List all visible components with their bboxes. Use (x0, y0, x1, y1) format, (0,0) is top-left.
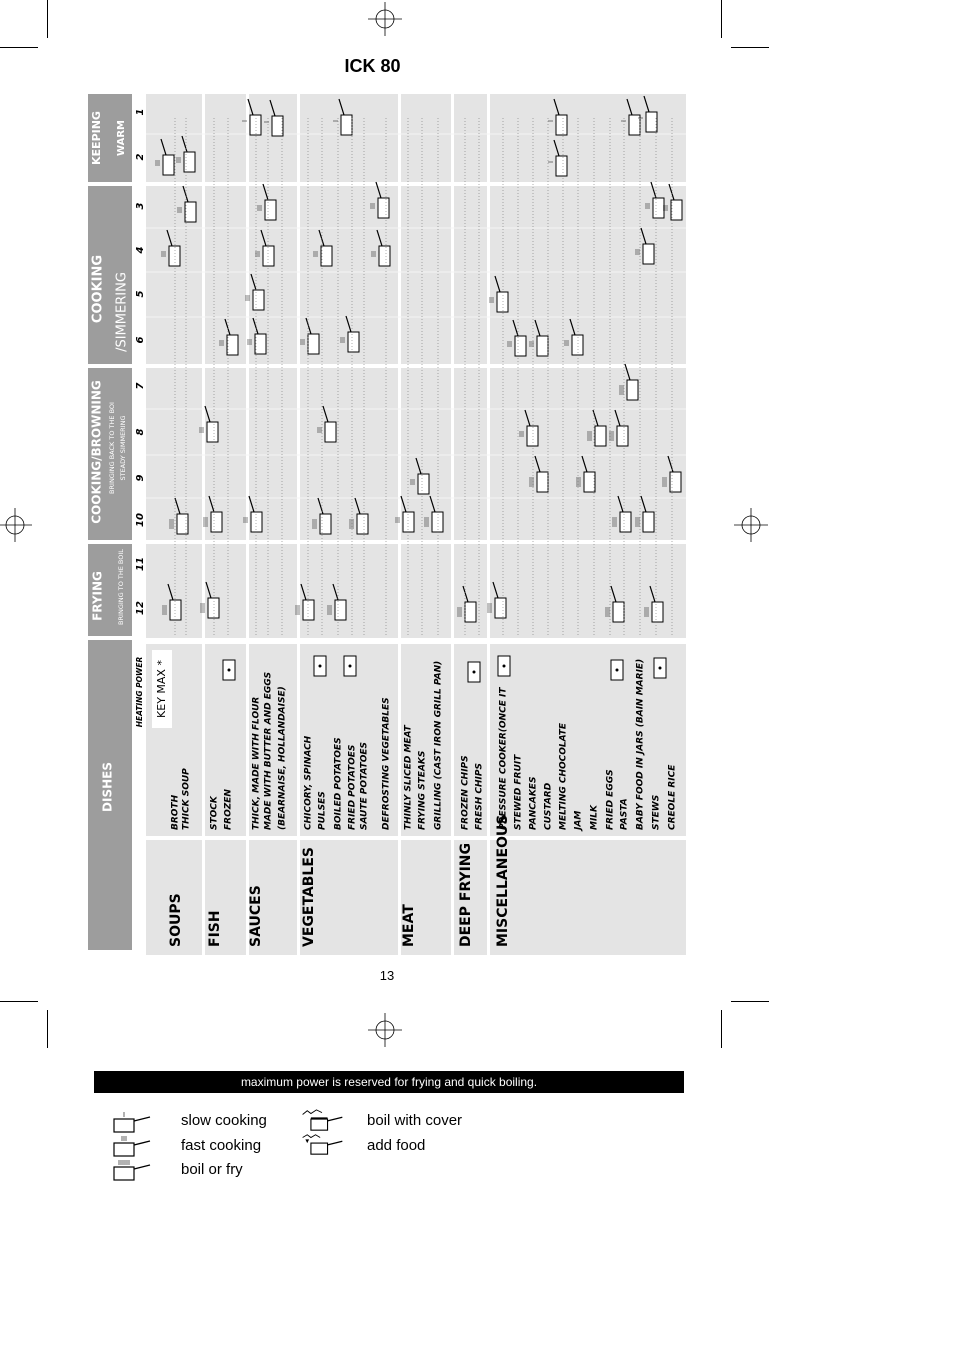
key-max-dot-icon (616, 669, 619, 672)
dish-label: FRESH CHIPS (474, 763, 485, 830)
dish-label: CUSTARD (543, 782, 554, 830)
crop-mark (731, 1001, 769, 1002)
dish-label: THICK, MADE WITH FLOUR (251, 696, 262, 830)
crop-mark (0, 1001, 38, 1002)
add-food-pan-icon (298, 1132, 346, 1156)
registration-mark-icon (368, 1013, 402, 1047)
group-separator (146, 182, 686, 186)
dish-label: PANCAKES (528, 776, 539, 830)
category-label: SOUPS (168, 893, 184, 947)
fast-cooking-pan-icon (108, 1134, 156, 1158)
group-separator (146, 364, 686, 368)
dishes-header: DISHES (100, 762, 115, 812)
dish-label: FRIED EGGS (605, 769, 616, 830)
legend-label-fast-cooking: fast cooking (181, 1137, 262, 1154)
dish-label: STOCK (209, 796, 220, 830)
column-separator (398, 94, 401, 955)
dish-label: (BEARNAISE, HOLLANDAISE) (277, 686, 288, 830)
dish-label: JAM (573, 810, 584, 830)
category-label: MISCELLANEOUS (495, 814, 511, 947)
group-label: /SIMMERING (114, 272, 130, 352)
legend-label-slow-cooking: slow cooking (181, 1112, 267, 1129)
grid-bottom-separator (146, 638, 686, 644)
dish-label: FROZEN (223, 789, 234, 830)
group-label: COOKING (90, 254, 106, 324)
level-number: 4 (135, 246, 146, 254)
level-number: 11 (135, 557, 146, 571)
key-max-dot-icon (503, 665, 506, 668)
level-number: 10 (135, 513, 146, 527)
dish-label: FROZEN CHIPS (460, 755, 471, 830)
dish-label: PULSES (317, 791, 328, 830)
level-number: 9 (135, 474, 146, 482)
column-separator (202, 94, 205, 955)
group-label: WARM (116, 120, 127, 156)
dish-label: THICK SOUP (181, 768, 192, 830)
level-number: 7 (135, 382, 146, 390)
dish-label: BABY FOOD IN JARS (BAIN MARIE) (635, 658, 646, 830)
dish-label: STEWS (651, 794, 662, 830)
boil-or-fry-pan-icon (108, 1158, 156, 1182)
dish-label: GRILLING (CAST IRON GRILL PAN) (433, 660, 444, 830)
dish-label: FRIED POTATOES (347, 744, 358, 830)
dish-label: MILK (589, 804, 600, 830)
model-title: ICK 80 (344, 56, 401, 76)
dish-label: MELTING CHOCOLATE (558, 722, 569, 830)
heating-power-label: HEATING POWER (135, 656, 144, 728)
crop-mark (47, 1010, 48, 1048)
group-sublabel: BRINGING TO THE BOIL (117, 549, 125, 625)
key-max-dot-icon (659, 667, 662, 670)
level-number: 12 (135, 601, 146, 615)
crop-mark (721, 1010, 722, 1048)
legend-label-add-food: add food (367, 1137, 426, 1154)
group-label: COOKING/BROWNING (89, 380, 104, 524)
dish-label: DEFROSTING VEGETABLES (381, 697, 392, 830)
dish-label: CREOLE RICE (667, 764, 678, 830)
legend-label-boil-with-cover: boil with cover (367, 1112, 463, 1129)
dish-label: STEWED FRUIT (513, 754, 524, 830)
dish-label: MADE WITH BUTTER AND EGGS (263, 671, 274, 830)
group-label: FRYING (90, 571, 105, 621)
column-separator (451, 94, 454, 955)
slow-cooking-pan-icon (108, 1110, 156, 1134)
legend-label-boil-or-fry: boil or fry (181, 1161, 243, 1178)
category-label: DEEP FRYING (458, 842, 474, 947)
level-number: 3 (135, 202, 146, 210)
key-max-dot-icon (228, 669, 231, 672)
maximum-power-note: maximum power is reserved for frying and quick boiling. (94, 1071, 684, 1093)
category-label: SAUCES (248, 885, 264, 947)
dish-label: PASTA (619, 798, 630, 830)
dish-label: SAUTE POTATOES (359, 742, 370, 830)
key-max-dot-icon (319, 665, 322, 668)
key-max-label: KEY MAX * (155, 660, 168, 718)
boil-with-cover-pan-icon (298, 1108, 346, 1132)
dish-label: PRESSURE COOKER(ONCE IT (498, 687, 509, 830)
dish-label: THINLY SLICED MEAT (403, 725, 414, 830)
page-number: 13 (379, 968, 395, 983)
column-separator (297, 94, 300, 955)
category-label: MEAT (401, 904, 417, 947)
dish-label: BOILED POTATOES (333, 737, 344, 830)
category-label: FISH (207, 910, 223, 947)
column-separator (487, 94, 490, 955)
dish-label: FRYING STEAKS (417, 750, 428, 830)
group-label: KEEPING (90, 111, 103, 165)
dish-label: BROTH (170, 794, 181, 830)
level-number: 1 (135, 108, 146, 116)
column-separator (246, 94, 249, 955)
level-number: 8 (135, 428, 146, 436)
key-max-dot-icon (349, 665, 352, 668)
key-max-dot-icon (473, 671, 476, 674)
group-separator (146, 540, 686, 544)
level-number: 2 (135, 153, 146, 161)
dish-label: CHICORY, SPINACH (303, 735, 314, 830)
category-label: VEGETABLES (301, 847, 317, 947)
level-number: 6 (135, 336, 146, 344)
group-sublabel: STEADY SIMMERING (119, 415, 127, 481)
group-sublabel: BRINGING BACK TO THE BOI (108, 402, 116, 494)
level-number: 5 (135, 290, 146, 298)
